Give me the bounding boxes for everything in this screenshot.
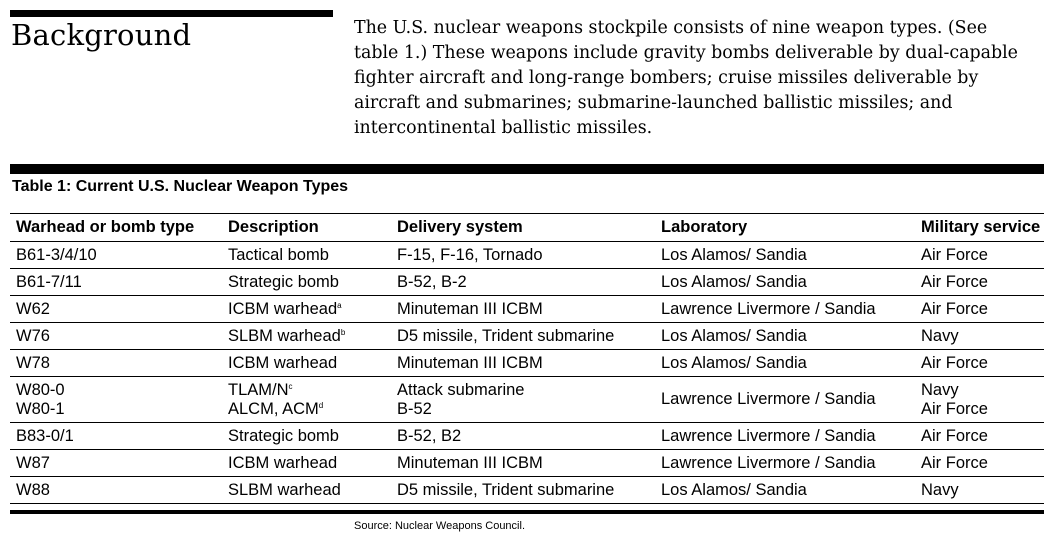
description-text: Tactical bomb xyxy=(228,245,329,264)
table-row xyxy=(10,423,1044,450)
table-row xyxy=(10,377,1044,423)
footnote-marker: c xyxy=(288,381,293,391)
table-bottom-rule xyxy=(10,510,1044,514)
cell-line: Navy xyxy=(921,326,959,345)
cell-line: Minuteman III ICBM xyxy=(397,453,543,472)
intro-line: aircraft and submarines; submarine-launched ballistic missiles; and xyxy=(354,93,953,113)
cell-laboratory xyxy=(655,323,915,350)
cell-line: Los Alamos/ Sandia xyxy=(661,480,807,499)
footnote-marker: a xyxy=(337,300,342,310)
cell-warhead-type xyxy=(10,350,222,377)
cell-laboratory xyxy=(655,377,915,423)
cell-line: Lawrence Livermore / Sandia xyxy=(661,453,876,472)
cell-military-service xyxy=(915,450,1044,477)
cell-military-service xyxy=(915,423,1044,450)
cell-warhead-type xyxy=(10,296,222,323)
cell-laboratory xyxy=(655,350,915,377)
cell-description xyxy=(222,450,391,477)
cell-line: B61-3/4/10 xyxy=(16,245,97,264)
cell-line: Minuteman III ICBM xyxy=(397,353,543,372)
cell-delivery-system xyxy=(391,323,655,350)
cell-line: B61-7/11 xyxy=(16,272,82,291)
cell-line xyxy=(228,381,391,400)
intro-line: intercontinental ballistic missiles. xyxy=(354,118,653,138)
cell-line: W88 xyxy=(16,480,50,499)
cell-line: W80-0 xyxy=(16,380,65,399)
cell-delivery-system xyxy=(391,477,655,504)
table-row xyxy=(10,350,1044,377)
cell-line: Air Force xyxy=(921,426,988,445)
table-title: Table 1: Current U.S. Nuclear Weapon Types xyxy=(12,178,349,195)
cell-delivery-system xyxy=(391,296,655,323)
description-text: ICBM warhead xyxy=(228,299,338,318)
cell-line: W62 xyxy=(16,299,50,318)
cell-line: F-15, F-16, Tornado xyxy=(397,245,543,264)
header-description: Description xyxy=(222,214,391,242)
cell-line xyxy=(228,427,391,446)
cell-delivery-system xyxy=(391,423,655,450)
weapon-types-table xyxy=(10,213,1044,504)
cell-military-service xyxy=(915,269,1044,296)
cell-laboratory xyxy=(655,423,915,450)
cell-line: B-52, B-2 xyxy=(397,272,467,291)
table-row xyxy=(10,269,1044,296)
cell-laboratory xyxy=(655,269,915,296)
description-text: SLBM warhead xyxy=(228,326,341,345)
table-row xyxy=(10,450,1044,477)
cell-line: W80-1 xyxy=(16,399,65,418)
table-top-rule xyxy=(10,164,1044,174)
cell-description xyxy=(222,377,391,423)
description-text: TLAM/N xyxy=(228,380,289,399)
cell-line: Air Force xyxy=(921,272,988,291)
cell-line: Air Force xyxy=(921,245,988,264)
table-row xyxy=(10,477,1044,504)
cell-military-service xyxy=(915,296,1044,323)
description-text: ICBM warhead xyxy=(228,453,338,472)
cell-line: Lawrence Livermore / Sandia xyxy=(661,426,876,445)
cell-line xyxy=(228,273,391,292)
cell-line xyxy=(228,454,391,473)
cell-line: Navy xyxy=(921,380,959,399)
cell-line: B83-0/1 xyxy=(16,426,74,445)
cell-line: B-52 xyxy=(397,399,432,418)
cell-line: Lawrence Livermore / Sandia xyxy=(661,299,876,318)
description-text: Strategic bomb xyxy=(228,426,339,445)
cell-warhead-type xyxy=(10,450,222,477)
footnote-marker: d xyxy=(318,400,324,410)
cell-military-service xyxy=(915,323,1044,350)
cell-line: Los Alamos/ Sandia xyxy=(661,245,807,264)
cell-line: Air Force xyxy=(921,453,988,472)
cell-laboratory xyxy=(655,450,915,477)
cell-line: W76 xyxy=(16,326,50,345)
cell-description xyxy=(222,242,391,269)
cell-line: D5 missile, Trident submarine xyxy=(397,480,615,499)
cell-warhead-type xyxy=(10,242,222,269)
cell-line: Los Alamos/ Sandia xyxy=(661,326,807,345)
cell-description xyxy=(222,477,391,504)
cell-military-service xyxy=(915,350,1044,377)
cell-delivery-system xyxy=(391,242,655,269)
cell-delivery-system xyxy=(391,450,655,477)
cell-line: Los Alamos/ Sandia xyxy=(661,272,807,291)
description-text: ICBM warhead xyxy=(228,353,338,372)
cell-line: Air Force xyxy=(921,299,988,318)
cell-line xyxy=(228,246,391,265)
source-note: Source: Nuclear Weapons Council. xyxy=(354,520,525,532)
cell-laboratory xyxy=(655,296,915,323)
cell-military-service xyxy=(915,477,1044,504)
cell-line: Air Force xyxy=(921,399,988,418)
intro-line: fighter aircraft and long-range bombers; cruise missiles deliverable by xyxy=(354,68,979,88)
cell-line: Navy xyxy=(921,480,959,499)
cell-delivery-system xyxy=(391,269,655,296)
intro-line: table 1.) These weapons include gravity bombs deliverable by dual-capable xyxy=(354,43,1018,63)
cell-description xyxy=(222,423,391,450)
cell-description xyxy=(222,323,391,350)
cell-line: W78 xyxy=(16,353,50,372)
cell-laboratory xyxy=(655,242,915,269)
cell-line: Attack submarine xyxy=(397,380,525,399)
cell-line: Minuteman III ICBM xyxy=(397,299,543,318)
cell-laboratory xyxy=(655,477,915,504)
cell-warhead-type xyxy=(10,423,222,450)
table-row xyxy=(10,296,1044,323)
description-text: ALCM, ACM xyxy=(228,399,319,418)
cell-description xyxy=(222,296,391,323)
cell-military-service xyxy=(915,377,1044,423)
cell-description xyxy=(222,269,391,296)
cell-line xyxy=(228,300,391,319)
table-body xyxy=(10,242,1044,504)
cell-line: Lawrence Livermore / Sandia xyxy=(661,390,876,408)
cell-line: B-52, B2 xyxy=(397,426,462,445)
header-delivery-system: Delivery system xyxy=(391,214,655,242)
cell-line xyxy=(228,400,391,419)
header-military-service: Military service xyxy=(915,214,1044,242)
cell-warhead-type xyxy=(10,323,222,350)
cell-line: Los Alamos/ Sandia xyxy=(661,353,807,372)
cell-line: W87 xyxy=(16,453,50,472)
intro-line: The U.S. nuclear weapons stockpile consists of nine weapon types. (See xyxy=(354,18,988,38)
cell-line xyxy=(228,354,391,373)
cell-warhead-type xyxy=(10,477,222,504)
footnote-marker: b xyxy=(340,327,346,337)
cell-delivery-system xyxy=(391,350,655,377)
cell-line xyxy=(228,327,391,346)
cell-line: Air Force xyxy=(921,353,988,372)
cell-description xyxy=(222,350,391,377)
cell-line: D5 missile, Trident submarine xyxy=(397,326,615,345)
table-header-row xyxy=(10,214,1044,242)
cell-line xyxy=(228,481,391,500)
table-row xyxy=(10,323,1044,350)
description-text: Strategic bomb xyxy=(228,272,339,291)
cell-warhead-type xyxy=(10,377,222,423)
intro-paragraph xyxy=(354,16,1044,141)
cell-delivery-system xyxy=(391,377,655,423)
header-laboratory: Laboratory xyxy=(655,214,915,242)
cell-military-service xyxy=(915,242,1044,269)
description-text: SLBM warhead xyxy=(228,480,341,499)
table-row xyxy=(10,242,1044,269)
cell-warhead-type xyxy=(10,269,222,296)
section-heading: Background xyxy=(11,18,192,52)
header-warhead-type: Warhead or bomb type xyxy=(10,214,222,242)
